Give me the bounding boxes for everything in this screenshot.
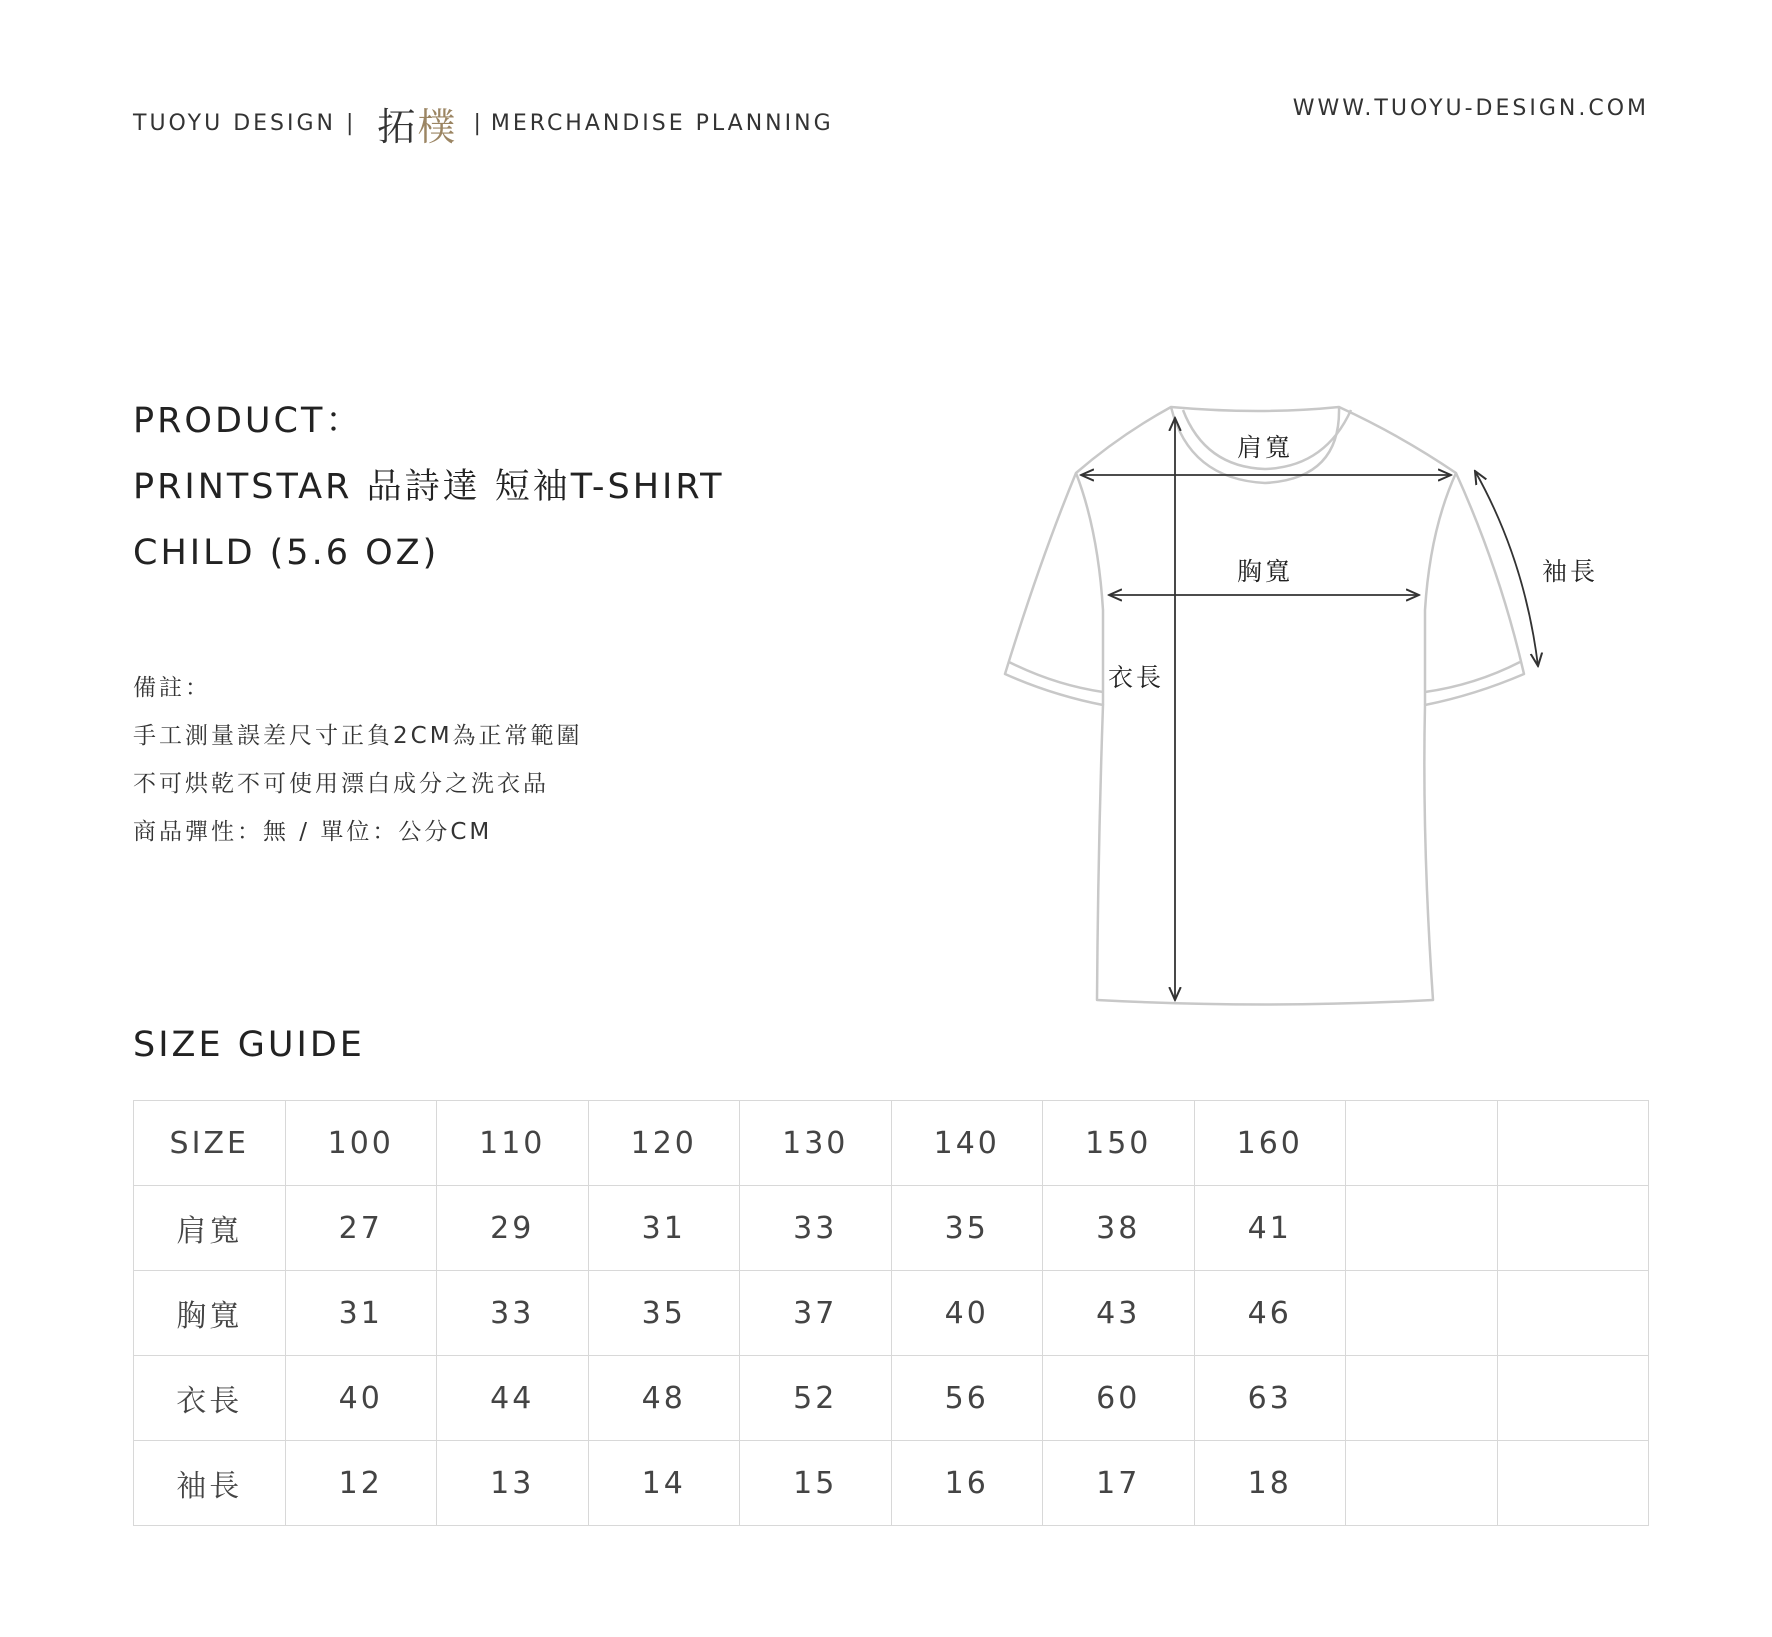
table-row xyxy=(134,1186,1649,1271)
length-label: 衣長 xyxy=(1108,663,1165,692)
table-cell: 37 xyxy=(740,1271,892,1356)
table-cell: 110 xyxy=(437,1101,589,1186)
logo-char-1: 拓 xyxy=(377,105,418,149)
table-cell: 31 xyxy=(588,1186,740,1271)
table-cell: 17 xyxy=(1043,1441,1195,1526)
table-cell: 52 xyxy=(740,1356,892,1441)
table-cell xyxy=(1497,1186,1649,1271)
table-row xyxy=(134,1356,1649,1441)
tshirt-outline xyxy=(1005,407,1524,1005)
table-row xyxy=(134,1271,1649,1356)
table-cell xyxy=(1497,1356,1649,1441)
table-cell: 100 xyxy=(285,1101,437,1186)
notes xyxy=(133,672,583,864)
table-header-row xyxy=(134,1101,1649,1186)
brand-logo xyxy=(377,96,457,151)
table-cell: 48 xyxy=(588,1356,740,1441)
table-cell: 150 xyxy=(1043,1101,1195,1186)
chest-label: 胸寬 xyxy=(1236,557,1294,586)
table-cell: 35 xyxy=(891,1186,1043,1271)
table-cell: 43 xyxy=(1043,1271,1195,1356)
table-cell xyxy=(1497,1101,1649,1186)
header-separator-2: | xyxy=(473,111,481,136)
website-url: WWW.TUOYU-DESIGN.COM xyxy=(1292,96,1649,121)
table-cell: 14 xyxy=(588,1441,740,1526)
table-cell xyxy=(1346,1271,1498,1356)
sleeve-arrow xyxy=(1475,471,1538,666)
table-cell: 16 xyxy=(891,1441,1043,1526)
table-cell: 肩寬 xyxy=(134,1186,286,1271)
table-cell xyxy=(1346,1356,1498,1441)
product-info xyxy=(133,398,725,596)
table-cell: 29 xyxy=(437,1186,589,1271)
brand-tagline: MERCHANDISE PLANNING xyxy=(490,111,834,136)
table-cell: 130 xyxy=(740,1101,892,1186)
table-cell: 40 xyxy=(891,1271,1043,1356)
shoulder-label: 肩寬 xyxy=(1236,433,1294,462)
table-cell: 33 xyxy=(740,1186,892,1271)
table-cell: 18 xyxy=(1194,1441,1346,1526)
table-cell: 44 xyxy=(437,1356,589,1441)
product-label: PRODUCT： xyxy=(133,401,364,441)
table-cell: 41 xyxy=(1194,1186,1346,1271)
table-cell: 40 xyxy=(285,1356,437,1441)
notes-title: 備註： xyxy=(133,675,211,701)
table-cell: 38 xyxy=(1043,1186,1195,1271)
table-cell: 袖長 xyxy=(134,1441,286,1526)
table-cell xyxy=(1346,1101,1498,1186)
table-cell: 27 xyxy=(285,1186,437,1271)
table-cell: 35 xyxy=(588,1271,740,1356)
table-cell: SIZE xyxy=(134,1101,286,1186)
table-cell xyxy=(1497,1441,1649,1526)
product-name: PRINTSTAR 品詩達 短袖T-SHIRT xyxy=(133,467,725,507)
table-cell: 140 xyxy=(891,1101,1043,1186)
table-cell xyxy=(1346,1186,1498,1271)
size-guide-title: SIZE GUIDE xyxy=(133,1025,365,1065)
table-cell: 衣長 xyxy=(134,1356,286,1441)
table-cell xyxy=(1346,1441,1498,1526)
brand-name: TUOYU DESIGN xyxy=(133,111,336,136)
table-cell: 63 xyxy=(1194,1356,1346,1441)
tshirt-measurement-diagram xyxy=(960,380,1660,1020)
sleeve-label: 袖長 xyxy=(1542,557,1599,586)
note-line: 不可烘乾不可使用漂白成分之洗衣品 xyxy=(133,771,549,797)
table-cell xyxy=(1497,1271,1649,1356)
table-row xyxy=(134,1441,1649,1526)
table-cell: 160 xyxy=(1194,1101,1346,1186)
table-cell: 12 xyxy=(285,1441,437,1526)
note-line: 手工測量誤差尺寸正負2CM為正常範圍 xyxy=(133,723,583,749)
table-cell: 56 xyxy=(891,1356,1043,1441)
logo-char-2: 樸 xyxy=(417,105,458,149)
product-variant: CHILD (5.6 OZ) xyxy=(133,533,440,573)
table-cell: 胸寬 xyxy=(134,1271,286,1356)
table-cell: 31 xyxy=(285,1271,437,1356)
table-cell: 46 xyxy=(1194,1271,1346,1356)
header-separator: | xyxy=(346,111,354,136)
table-cell: 13 xyxy=(437,1441,589,1526)
table-cell: 60 xyxy=(1043,1356,1195,1441)
table-cell: 120 xyxy=(588,1101,740,1186)
header-brand xyxy=(133,96,834,151)
size-table xyxy=(133,1100,1649,1526)
note-line: 商品彈性：無 / 單位：公分CM xyxy=(133,819,493,845)
table-cell: 33 xyxy=(437,1271,589,1356)
table-cell: 15 xyxy=(740,1441,892,1526)
